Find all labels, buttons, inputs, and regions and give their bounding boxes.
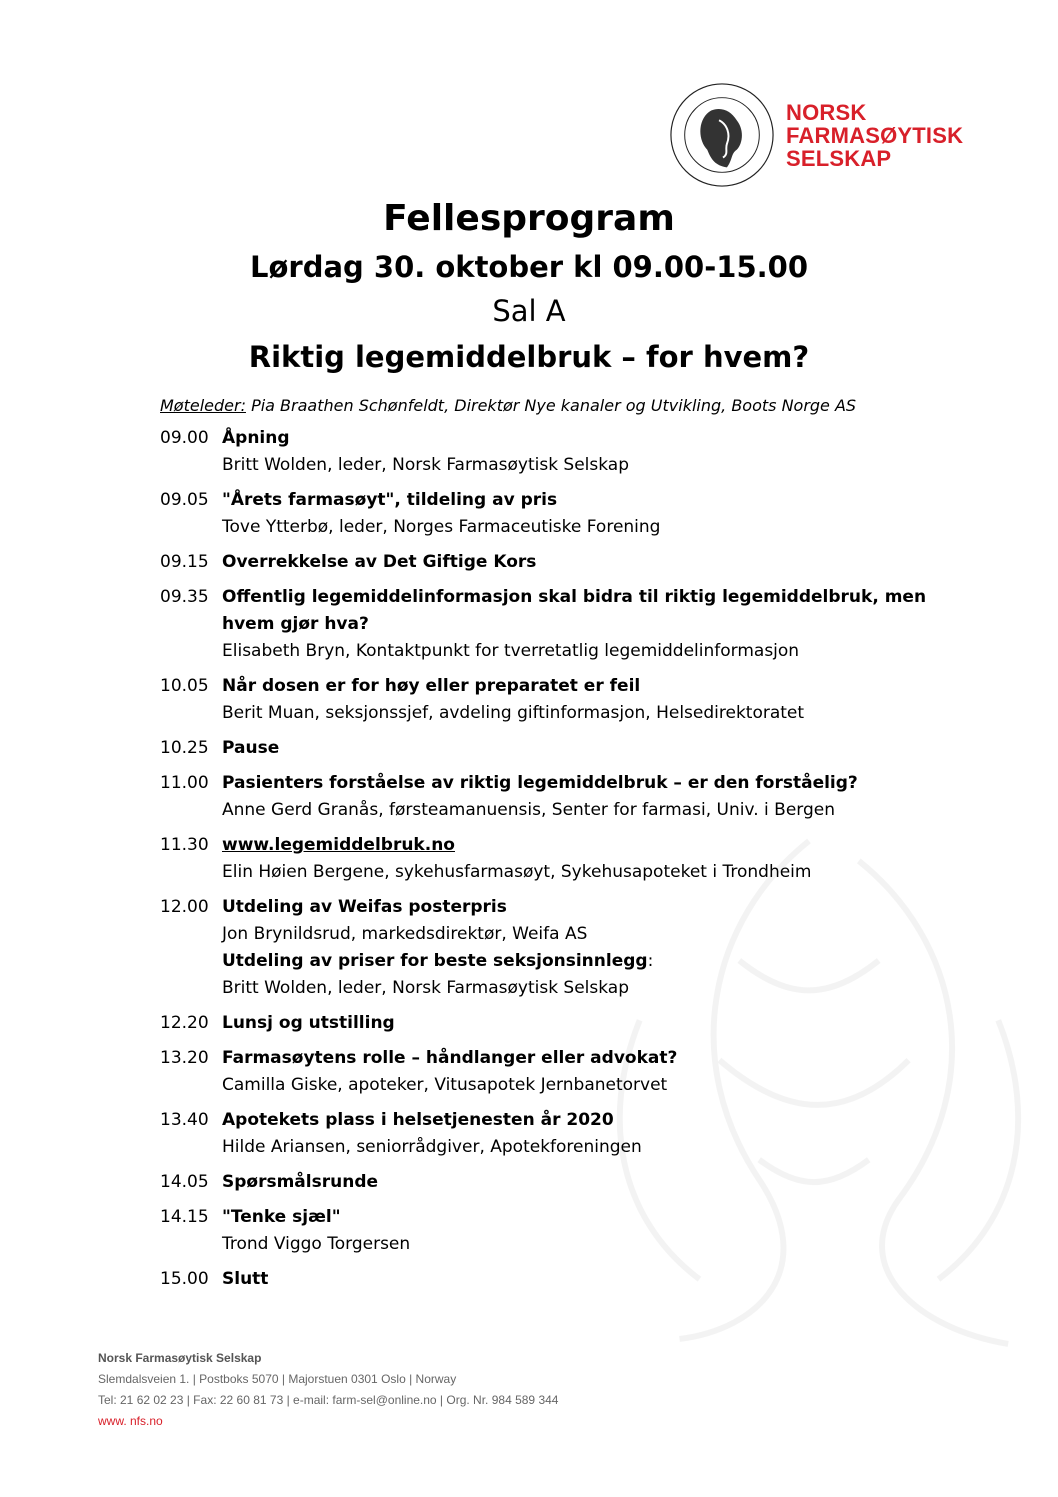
page-title: Fellesprogram (383, 198, 675, 239)
logo-line-2: FARMASØYTISK (786, 122, 964, 148)
program-body (222, 1204, 960, 1258)
program-body (222, 735, 960, 762)
program-speaker: Hilde Ariansen, seniorrådgiver, Apotekforeningen (222, 1137, 642, 1157)
program-title: Pause (222, 738, 280, 758)
moderator-label: Møteleder: (160, 396, 246, 415)
program-body (222, 673, 960, 727)
program-subtitle: Utdeling av priser for beste seksjonsinnlegg: (222, 951, 654, 971)
footer (98, 1348, 558, 1432)
program-time: 14.05 (160, 1172, 209, 1192)
program-time: 15.00 (160, 1269, 209, 1289)
program-speaker: Elisabeth Bryn, Kontaktpunkt for tverretatlig legemiddelinformasjon (222, 641, 800, 661)
event-subtitle: Riktig legemiddelbruk – for hvem? (248, 340, 810, 374)
program-title: Når dosen er for høy eller preparatet er feil (222, 676, 641, 696)
program-body (222, 1045, 960, 1099)
program-time: 10.25 (160, 738, 209, 758)
program-link[interactable]: www.legemiddelbruk.no (222, 835, 455, 855)
program-time: 09.35 (160, 587, 209, 607)
program-body (222, 894, 960, 1002)
moderator-text: Pia Braathen Schønfeldt, Direktør Nye kanaler og Utvikling, Boots Norge AS (251, 396, 857, 415)
program-subtitle-text: Utdeling av priser for beste seksjonsinnlegg (222, 951, 648, 971)
program-item (160, 1045, 960, 1099)
logo-line-1: NORSK (786, 99, 867, 125)
program-title: Pasienters forståelse av riktig legemiddelbruk – er den forståelig? (222, 773, 858, 793)
program-title: Apotekets plass i helsetjenesten år 2020 (222, 1110, 614, 1130)
program-item (160, 894, 960, 1002)
program-title: Åpning (222, 428, 290, 448)
program-list (160, 425, 960, 1301)
program-body (222, 487, 960, 541)
event-date: Lørdag 30. oktober kl 09.00-15.00 (250, 250, 808, 284)
program-speaker: Tove Ytterbø, leder, Norges Farmaceutiske Forening (222, 517, 661, 537)
program-time: 12.20 (160, 1013, 209, 1033)
program-time: 11.30 (160, 835, 209, 855)
footer-website: www. nfs.no (98, 1414, 163, 1428)
program-speaker: Berit Muan, seksjonssjef, avdeling giftinformasjon, Helsedirektoratet (222, 703, 805, 723)
program-item (160, 549, 960, 576)
program-item (160, 1169, 960, 1196)
logo-wordmark (786, 101, 963, 170)
program-title: Overrekkelse av Det Giftige Kors (222, 552, 537, 572)
program-body (222, 832, 960, 886)
program-speaker: Anne Gerd Granås, førsteamanuensis, Senter for farmasi, Univ. i Bergen (222, 800, 836, 820)
seal-emblem-icon (668, 81, 776, 189)
program-item (160, 1266, 960, 1293)
program-body (222, 1107, 960, 1161)
program-item (160, 770, 960, 824)
program-item (160, 487, 960, 541)
program-body (222, 549, 960, 576)
heading (0, 192, 1058, 380)
program-body (222, 425, 960, 479)
program-time: 13.20 (160, 1048, 209, 1068)
program-time: 12.00 (160, 897, 209, 917)
moderator (160, 396, 856, 415)
program-time: 09.00 (160, 428, 209, 448)
program-title: Utdeling av Weifas posterpris (222, 897, 507, 917)
nfs-logo (668, 80, 988, 190)
footer-org-name: Norsk Farmasøytisk Selskap (98, 1351, 262, 1365)
program-title: Offentlig legemiddelinformasjon skal bidra til riktig legemiddelbruk, men hvem gjør hva? (222, 587, 927, 634)
program-item (160, 1010, 960, 1037)
program-title: Lunsj og utstilling (222, 1013, 395, 1033)
program-body (222, 1169, 960, 1196)
program-title: "Tenke sjæl" (222, 1207, 341, 1227)
program-item (160, 832, 960, 886)
program-item (160, 1204, 960, 1258)
program-title: Slutt (222, 1269, 269, 1289)
program-time: 10.05 (160, 676, 209, 696)
program-title: Spørsmålsrunde (222, 1172, 379, 1192)
program-speaker: Jon Brynildsrud, markedsdirektør, Weifa AS (222, 924, 588, 944)
program-item (160, 735, 960, 762)
program-time: 09.15 (160, 552, 209, 572)
program-time: 13.40 (160, 1110, 209, 1130)
program-speaker: Trond Viggo Torgersen (222, 1234, 411, 1254)
footer-contact: Tel: 21 62 02 23 | Fax: 22 60 81 73 | e-mail: farm-sel@online.no | Org. Nr. 984 589 344 (98, 1393, 559, 1407)
program-speaker: Britt Wolden, leder, Norsk Farmasøytisk Selskap (222, 978, 630, 998)
program-body (222, 1266, 960, 1293)
program-title: "Årets farmasøyt", tildeling av pris (222, 490, 558, 510)
program-time: 11.00 (160, 773, 209, 793)
program-time: 09.05 (160, 490, 209, 510)
program-item (160, 673, 960, 727)
program-body (222, 770, 960, 824)
program-item (160, 1107, 960, 1161)
program-speaker: Elin Høien Bergene, sykehusfarmasøyt, Sykehusapoteket i Trondheim (222, 862, 812, 882)
logo-line-3: SELSKAP (786, 145, 892, 171)
program-speaker: Britt Wolden, leder, Norsk Farmasøytisk Selskap (222, 455, 630, 475)
footer-address: Slemdalsveien 1. | Postboks 5070 | Majorstuen 0301 Oslo | Norway (98, 1372, 457, 1386)
program-item (160, 425, 960, 479)
program-title: Farmasøytens rolle – håndlanger eller advokat? (222, 1048, 678, 1068)
program-time: 14.15 (160, 1207, 209, 1227)
program-item (160, 584, 960, 665)
program-body (222, 584, 960, 665)
program-speaker: Camilla Giske, apoteker, Vitusapotek Jernbanetorvet (222, 1075, 668, 1095)
program-body (222, 1010, 960, 1037)
event-room: Sal A (492, 294, 566, 328)
